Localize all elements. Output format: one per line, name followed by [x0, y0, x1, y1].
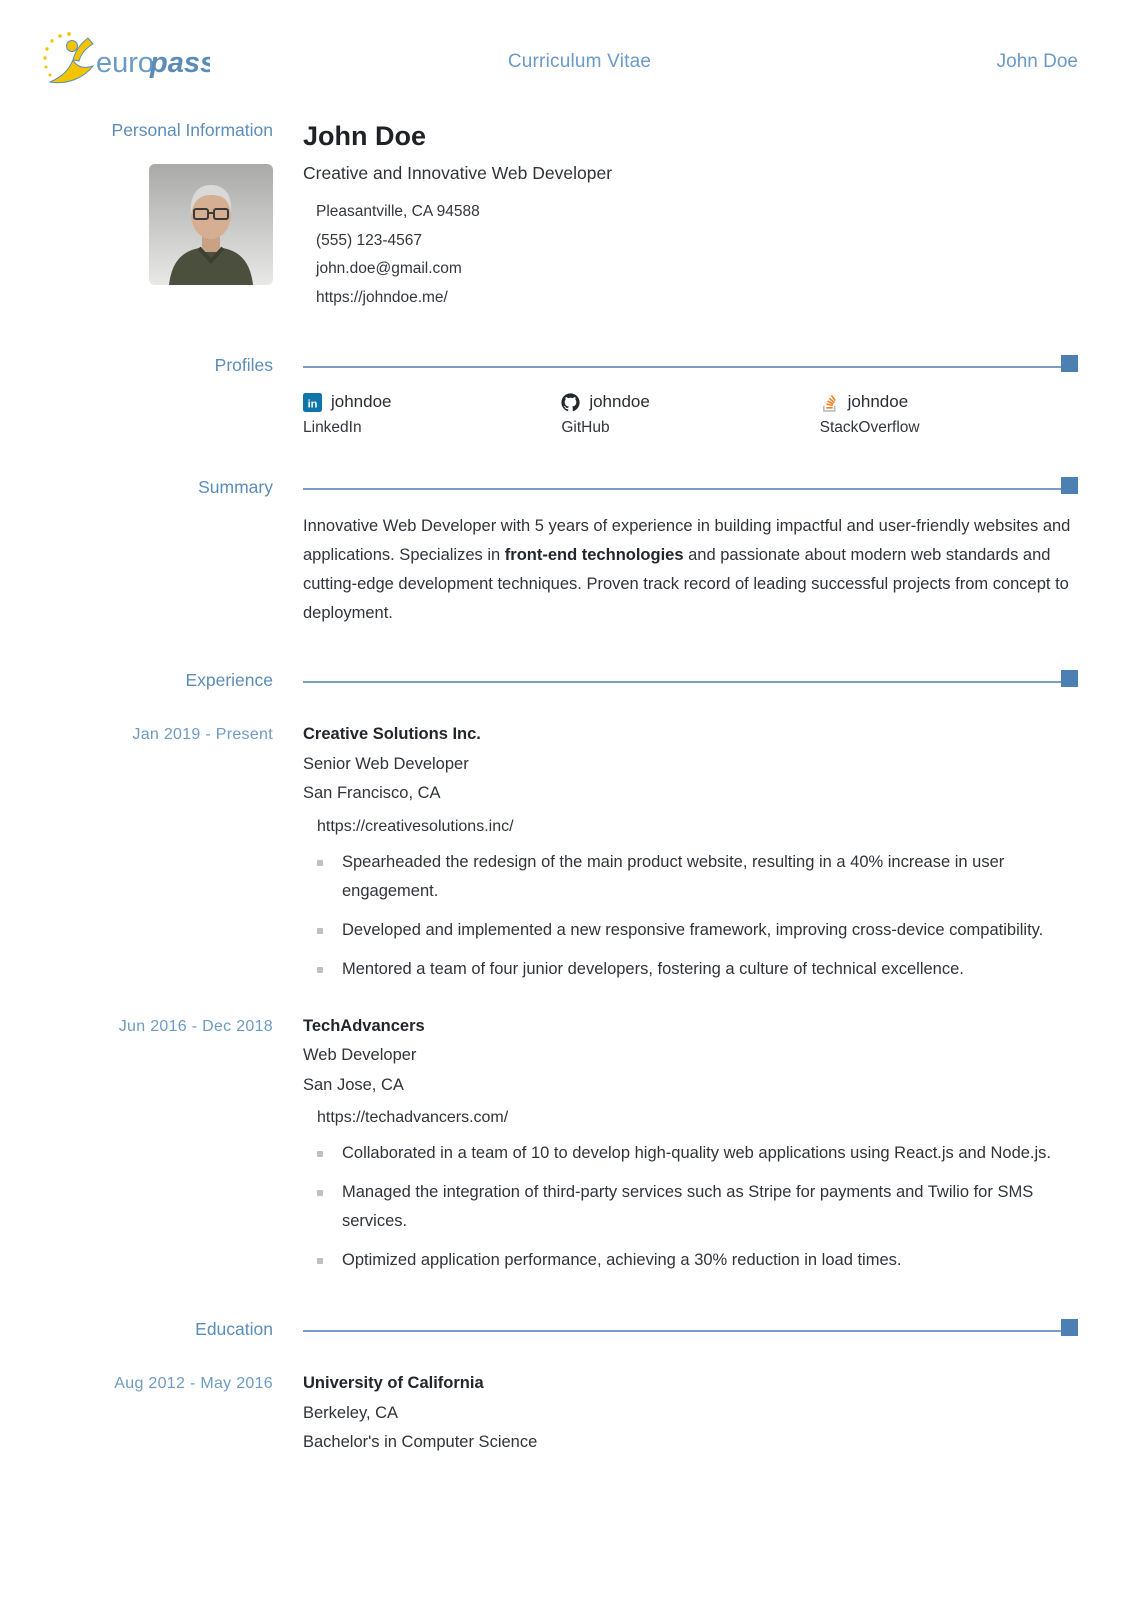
- profile-stackoverflow: [820, 392, 1078, 437]
- email[interactable]: [316, 255, 1078, 284]
- section-rule-endcap: [1061, 670, 1078, 687]
- europass-logo: [38, 31, 281, 94]
- bullet-marker: [317, 928, 323, 934]
- experience-label: Experience: [185, 670, 273, 690]
- highlight-item: [317, 1139, 1078, 1168]
- section-rule: [303, 366, 1078, 368]
- company-name: Creative Solutions Inc.: [303, 725, 481, 743]
- portrait-illustration: [149, 164, 273, 285]
- profile-photo: [149, 164, 273, 285]
- profile-network: LinkedIn: [303, 419, 362, 436]
- company-url[interactable]: [303, 812, 1078, 841]
- degree-name: Bachelor's in Computer Science: [303, 1433, 538, 1451]
- europass-logo-icon: [38, 31, 210, 89]
- person-title: Creative and Innovative Web Developer: [303, 163, 613, 183]
- company-location: San Francisco, CA: [303, 784, 441, 802]
- section-rule: [303, 488, 1078, 490]
- highlights-list: [303, 848, 1078, 984]
- summary-bold-text: front-end technologies: [504, 546, 684, 564]
- document-title: Curriculum Vitae: [507, 51, 652, 72]
- company-url[interactable]: [303, 1103, 1078, 1132]
- email-link[interactable]: john.doe@gmail.com: [316, 260, 462, 277]
- section-rule-endcap: [1061, 1319, 1078, 1336]
- institution-location: Berkeley, CA: [303, 1403, 399, 1422]
- highlight-text: Spearheaded the redesign of the main product website, resulting in a 40% increase in user engagement.: [342, 852, 1005, 900]
- github-icon: [561, 393, 580, 412]
- personal-information-label: Personal Information: [111, 120, 273, 140]
- stackoverflow-icon: [820, 393, 839, 412]
- bullet-marker: [317, 967, 323, 973]
- highlight-item: [317, 1246, 1078, 1275]
- header-person-name: John Doe: [996, 51, 1078, 72]
- bullet-marker: [317, 860, 323, 866]
- profiles-label: Profiles: [214, 355, 273, 375]
- phone: (555) 123-4567: [316, 231, 422, 249]
- highlight-item: [317, 1178, 1078, 1236]
- linkedin-icon: [303, 393, 322, 412]
- personal-information-section: [0, 120, 1133, 312]
- svg-text:euro: euro: [96, 46, 155, 79]
- summary-label: Summary: [198, 477, 273, 497]
- summary-text-part: Innovative Web Developer with 5 years of experience in building impactful and user-friendly websites and applications. Specializes in: [303, 517, 1071, 564]
- section-rule-endcap: [1061, 477, 1078, 494]
- section-rule: [303, 681, 1078, 683]
- section-rule: [303, 1330, 1078, 1332]
- profile-github: [561, 392, 819, 437]
- highlight-text: Developed and implemented a new responsive framework, improving cross-device compatibility.: [342, 920, 1044, 939]
- website-link[interactable]: https://johndoe.me/: [316, 288, 448, 306]
- highlight-text: Collaborated in a team of 10 to develop high-quality web applications using React.js and Node.js.: [342, 1144, 1052, 1162]
- contact-list: [303, 198, 1078, 312]
- profile-username[interactable]: johndoe: [331, 392, 392, 411]
- position-title: Web Developer: [303, 1046, 417, 1064]
- profiles-grid: [303, 392, 1078, 437]
- highlight-text: Managed the integration of third-party services such as Stripe for payments and Twilio for SMS services.: [342, 1183, 1034, 1230]
- highlight-text: Optimized application performance, achieving a 30% reduction in load times.: [342, 1251, 902, 1269]
- experience-entry: [0, 1012, 1133, 1286]
- bullet-marker: [317, 1151, 323, 1157]
- entry-dates: Jan 2019 - Present: [132, 726, 273, 743]
- education-section-header: [0, 1319, 1133, 1340]
- company-location: San Jose, CA: [303, 1075, 404, 1094]
- summary-section: [0, 498, 1133, 628]
- profile-network: StackOverflow: [819, 419, 920, 436]
- profile-network: GitHub: [561, 419, 610, 436]
- highlight-item: [317, 916, 1078, 945]
- section-rule-endcap: [1061, 355, 1078, 372]
- bullet-marker: [317, 1258, 323, 1264]
- summary-text-part: and passionate about modern web standards and cutting-edge development techniques. Proven track record of leading successful projects from concept to deployment.: [303, 546, 1069, 622]
- address: Pleasantville, CA 94588: [316, 203, 480, 220]
- profiles-section-header: [0, 355, 1133, 376]
- institution-name: University of California: [303, 1374, 484, 1392]
- highlight-item: [317, 955, 1078, 984]
- highlight-item: [317, 848, 1078, 906]
- svg-text:in: in: [307, 397, 318, 410]
- svg-text:pass: pass: [150, 46, 210, 79]
- bullet-marker: [317, 1190, 323, 1196]
- entry-dates: Jun 2016 - Dec 2018: [118, 1017, 273, 1035]
- entry-dates: Aug 2012 - May 2016: [114, 1375, 273, 1392]
- summary-text: [303, 512, 1078, 628]
- page-header: [0, 0, 1133, 92]
- experience-entry: [0, 720, 1133, 994]
- website[interactable]: [316, 284, 1078, 313]
- experience-section-header: [0, 670, 1133, 691]
- company-name: TechAdvancers: [303, 1016, 425, 1035]
- profile-username[interactable]: johndoe: [589, 392, 650, 411]
- highlights-list: [303, 1139, 1078, 1275]
- company-url-link[interactable]: https://techadvancers.com/: [317, 1109, 509, 1126]
- summary-section-header: [0, 477, 1133, 498]
- profile-linkedin: [303, 392, 561, 437]
- person-name: John Doe: [303, 121, 427, 151]
- profiles-section: [0, 376, 1133, 437]
- education-entry: [0, 1369, 1133, 1458]
- highlight-text: Mentored a team of four junior developers, fostering a culture of technical excellence.: [342, 959, 964, 978]
- company-url-link[interactable]: https://creativesolutions.inc/: [317, 817, 514, 835]
- position-title: Senior Web Developer: [303, 754, 469, 773]
- profile-username[interactable]: johndoe: [847, 392, 909, 411]
- education-label: Education: [195, 1319, 273, 1339]
